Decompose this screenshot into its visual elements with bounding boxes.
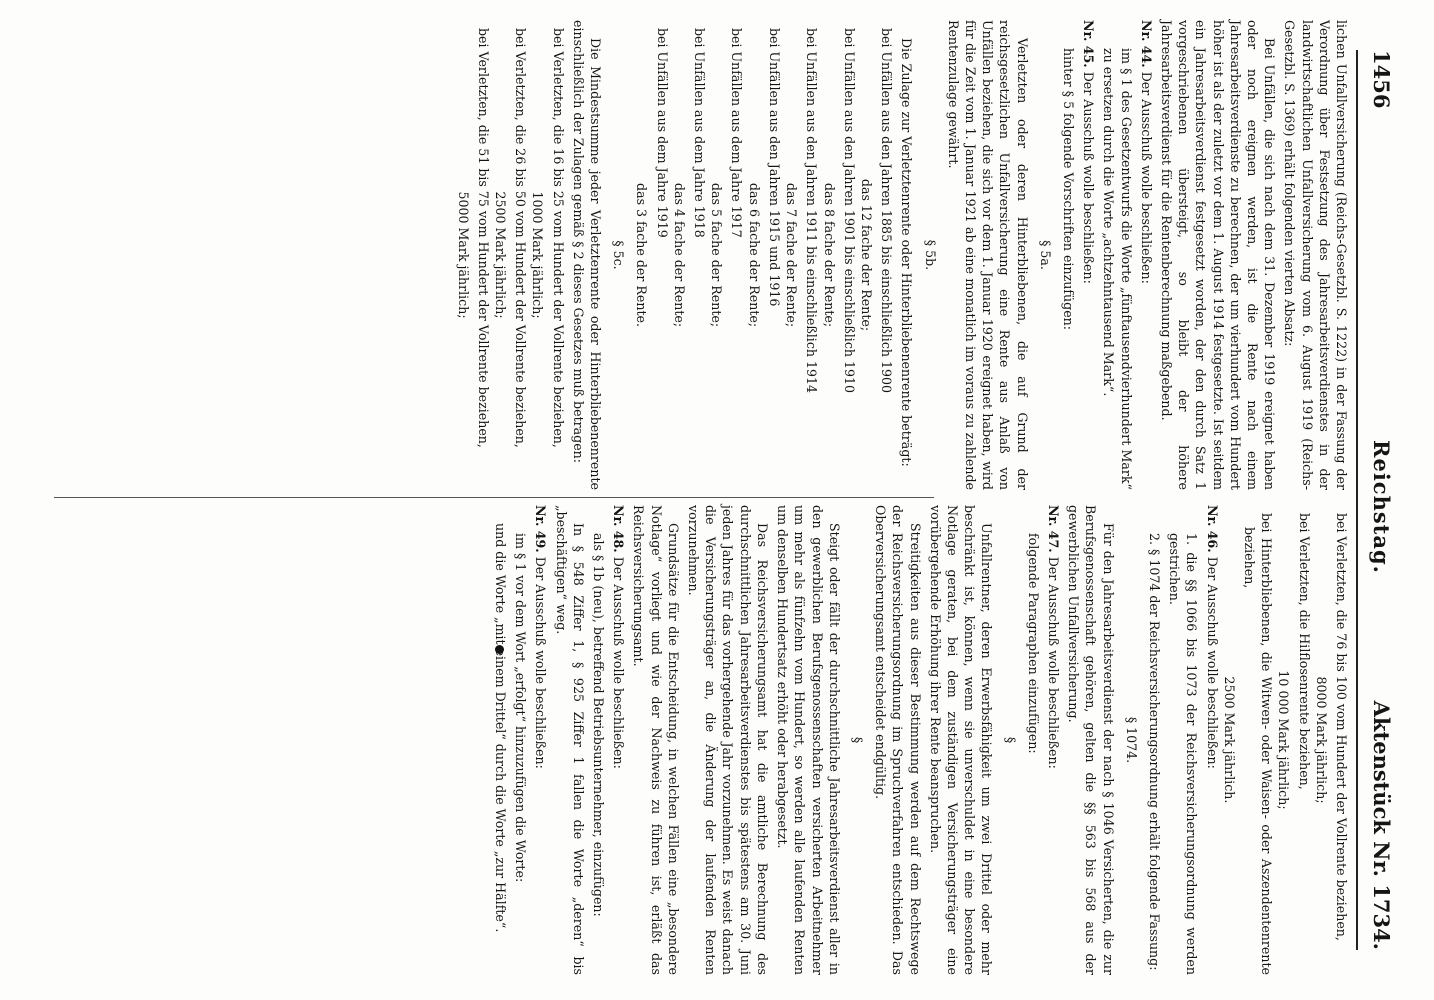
rate-period: bei Unfällen aus dem Jahre 1918	[692, 28, 708, 238]
rate-factor: das 8 fache der Rente;	[821, 182, 837, 328]
motion-text: Der Ausschuß wolle beschließen:	[533, 556, 549, 769]
motion-49	[532, 505, 549, 975]
min-condition: bei Hinterbliebenen, die Witwen- oder Waisen- oder Aszendentenrente beziehen,	[1241, 513, 1275, 975]
min-condition: bei Verletzten, die Hilflosenrente beziehen,	[1296, 513, 1312, 790]
section-5c-body: Die Mindestsumme jeder Verletztenrente oder Hinterbliebenenrente einschließlich der Zulagen gemäß § 2 dieses Gesetzes muß betragen:	[570, 20, 604, 490]
motion-44-body: im § 1 des Gesetzentwurfs die Worte „fünftausendvierhundert Mark“ zu ersetzen durch die Worte „achtzehntausend Mark“.	[1101, 48, 1134, 490]
motion-45-body: hinter § 5 folgende Vorschriften einzufügen:	[1060, 48, 1076, 330]
motion-45	[1080, 20, 1097, 490]
minimum-list-continued	[1221, 505, 1350, 975]
rate-factor: das 4 fache der Rente;	[671, 182, 687, 328]
section-1074-body: Für den Jahresarbeitsverdienst der nach § 1046 Versicherten, die zur Berufsgenossenschaft gehören, gelten die §§ 563 bis 568 aus der gewerblichen Unfallversicherung.	[1066, 505, 1116, 975]
rate-period: bei Unfällen aus den Jahren 1911 bis einschließlich 1914	[804, 28, 820, 394]
motion-label: Nr. 49.	[533, 505, 549, 553]
motion-label: Nr. 44.	[1138, 20, 1154, 68]
rate-factor: das 12 fache der Rente;	[858, 178, 874, 332]
section-b: §	[849, 736, 865, 744]
motion-49-body-2: und die Worte „mit einem Drittel“ durch die Worte „zur Hälfte“.	[493, 523, 509, 933]
motion-text: Der Ausschuß wolle beschließen:	[1138, 71, 1154, 284]
section-b-body-3: Grundsätze für die Entscheidung, in welchen Fällen eine „besondere Notlage“ vorliegt und wie der Nachweis zu führen ist, erläßt das Reichsversicherungsamt.	[631, 505, 681, 975]
motion-49-body: im § 1 vor dem Wort „erfolgt“ hinzuzufügen die Worte:	[513, 533, 529, 883]
section-5b-intro: Die Zulage zur Verletztenrente oder Hinterbliebenenrente beträgt:	[899, 38, 915, 467]
min-condition: bei Verletzten, die 51 bis 75 vom Hundert der Vollrente beziehen,	[475, 28, 491, 448]
motion-46-item: 2. § 1074 der Reichsversicherungsordnung erhält folgende Fassung:	[1146, 533, 1162, 971]
section-b-body: Steigt oder fällt der durchschnittliche Jahresarbeitsverdienst aller in den gewerblichen Berufsgenossenschaften versicherten Arbeitnehmer um mehr als fünfzehn vom Hundert, so werden alle laufenden Renten um denselben Hundertsatz erhöht oder herabgesetzt.	[775, 505, 842, 975]
rate-period: bei Unfällen aus den Jahren 1901 bis einschließlich 1910	[841, 28, 857, 394]
motion-48-body-2: In § 548 Ziffer 1, § 925 Ziffer 1 fallen die Worte „deren“ bis „beschäftigen“ weg.	[553, 505, 586, 975]
section-5c: § 5c.	[611, 240, 627, 270]
page-header	[1360, 50, 1394, 950]
min-amount: 1000 Mark jährlich;	[530, 191, 546, 319]
section-a-body-2: Streitigkeiten aus dieser Bestimmung werden auf dem Rechtswege der Reichsversicherungsordnung im Spruchverfahren entschieden. Das Oberversicherungsamt entscheidet endgültig.	[873, 505, 923, 975]
min-condition: bei Verletzten, die 16 bis 25 vom Hundert der Vollrente beziehen,	[550, 28, 566, 448]
motion-47-body: folgende Paragraphen einzufügen:	[1025, 533, 1041, 754]
rate-factor: das 3 fache der Rente.	[634, 183, 650, 327]
rate-period: bei Unfällen aus den Jahren 1915 und 1916	[766, 28, 782, 307]
section-b-body-2: Das Reichsversicherungsamt hat die amtliche Berechnung des durchschnittlichen Jahresarbeitsverdienstes bis spätestens am 30. Juni jeden Jahres für das vorhergehende Jahr vorzunehmen. Es weist danach die Versicherungsträger an, die Änderung der laufenden Renten vorzunehmen.	[686, 505, 770, 975]
motion-46-item: 1. die §§ 1066 bis 1073 der Reichsversicherungsordnung werden gestrichen.	[1167, 533, 1200, 975]
fourth-paragraph: Bei Unfällen, die sich nach dem 31. Dezember 1919 ereignet haben oder noch ereignen werden, ist die Rente nach einem Jahresarbeitsverdienste zu berechnen, der um vierhundert vom Hundert höher ist als der zuletzt vor dem 1. August 1914 festgesetzte. Ist seitdem ein Jahresarbeitsverdienst festgesetzt worden, der den durch Satz 1 vorgeschriebenen übersteigt, so bleibt der höhere Jahresarbeitsverdienst für die Rentenberechnung maßgebend.	[1158, 20, 1278, 490]
motion-text: Der Ausschuß wolle beschließen:	[1204, 556, 1220, 769]
motion-label: Nr. 46.	[1204, 505, 1220, 553]
motion-label: Nr. 45.	[1081, 20, 1097, 68]
header-rule	[1356, 50, 1358, 950]
min-condition: bei Verletzten, die 76 bis 100 vom Hundert der Vollrente beziehen,	[1334, 513, 1349, 941]
min-amount: 2500 Mark jährlich;	[493, 191, 509, 319]
document-number: Aktenstück Nr. 1734.	[1369, 700, 1394, 950]
motion-44	[1138, 20, 1155, 490]
page-title: Reichstag.	[1369, 440, 1394, 574]
column-divider	[54, 497, 934, 498]
section-a-body: Unfallrentner, deren Erwerbsfähigkeit um zwei Drittel oder mehr beschränkt ist, können, wenn sie unverschuldet in eine besondere Notlage geraten, bei dem zuständigen Versicherungsträger eine vorübergehende Erhöhung ihrer Rente beanspruchen.	[927, 505, 995, 975]
section-a: §	[1002, 736, 1018, 744]
motion-47	[1045, 505, 1062, 975]
motion-label: Nr. 48.	[611, 505, 627, 553]
min-amount: 5000 Mark jährlich;	[455, 191, 471, 319]
minimum-list	[454, 20, 566, 490]
section-5b: § 5b.	[922, 239, 938, 271]
rate-factor: das 6 fache der Rente;	[746, 182, 762, 328]
motion-text: Der Ausschuß wolle beschließen:	[1045, 556, 1061, 769]
rate-period: bei Unfällen aus dem Jahre 1917	[729, 28, 745, 238]
left-column	[60, 20, 1350, 490]
section-1074: § 1074.	[1123, 716, 1139, 764]
motion-48	[610, 505, 627, 975]
rate-period: bei Unfällen aus den Jahren 1885 bis einschließlich 1900	[879, 28, 895, 394]
motion-48-body: als § 1b (neu), betreffend Betriebsunternehmer, einzufügen:	[591, 533, 607, 917]
motion-label: Nr. 47.	[1045, 505, 1061, 553]
intro-paragraph: lichen Unfallversicherung (Reichs-Gesetzbl. S. 1222) in der Fassung der Verordnung über Festsetzung des Jahresarbeitsverdienstes in der landwirtschaftlichen Unfallversicherung vom 6. August 1919 (Reichs-Gesetzbl. S. 1369) erhält folgenden vierten Absatz:	[1282, 20, 1349, 490]
page-number: 1456	[1369, 50, 1394, 109]
rate-factor: das 7 fache der Rente;	[784, 182, 800, 328]
rate-factor: das 5 fache der Rente;	[709, 182, 725, 328]
right-column	[60, 505, 1350, 975]
motion-text: Der Ausschuß wolle beschließen:	[611, 556, 627, 769]
section-5a-body: Verletzten oder deren Hinterbliebenen, die auf Grund der reichsgesetzlichen Unfallversicherung eine Rente aus Anlaß von Unfällen beziehen, die sich vor dem 1. Januar 1920 ereignet haben, wird für die Zeit vom 1. Januar 1921 ab eine monatlich im voraus zu zahlende Rentenzulage gewährt.	[945, 20, 1030, 490]
min-condition: bei Verletzten, die 26 bis 50 vom Hundert der Vollrente beziehen,	[513, 28, 529, 448]
rate-period: bei Unfällen aus dem Jahre 1919	[654, 28, 670, 238]
min-amount: 10 000 Mark jährlich;	[1276, 670, 1292, 810]
section-5a: § 5a.	[1037, 240, 1053, 270]
min-amount: 2500 Mark jährlich.	[1221, 676, 1237, 804]
motion-46	[1203, 505, 1220, 975]
rate-list	[633, 20, 895, 490]
min-amount: 8000 Mark jährlich;	[1313, 676, 1329, 804]
motion-text: Der Ausschuß wolle beschließen:	[1081, 71, 1097, 284]
